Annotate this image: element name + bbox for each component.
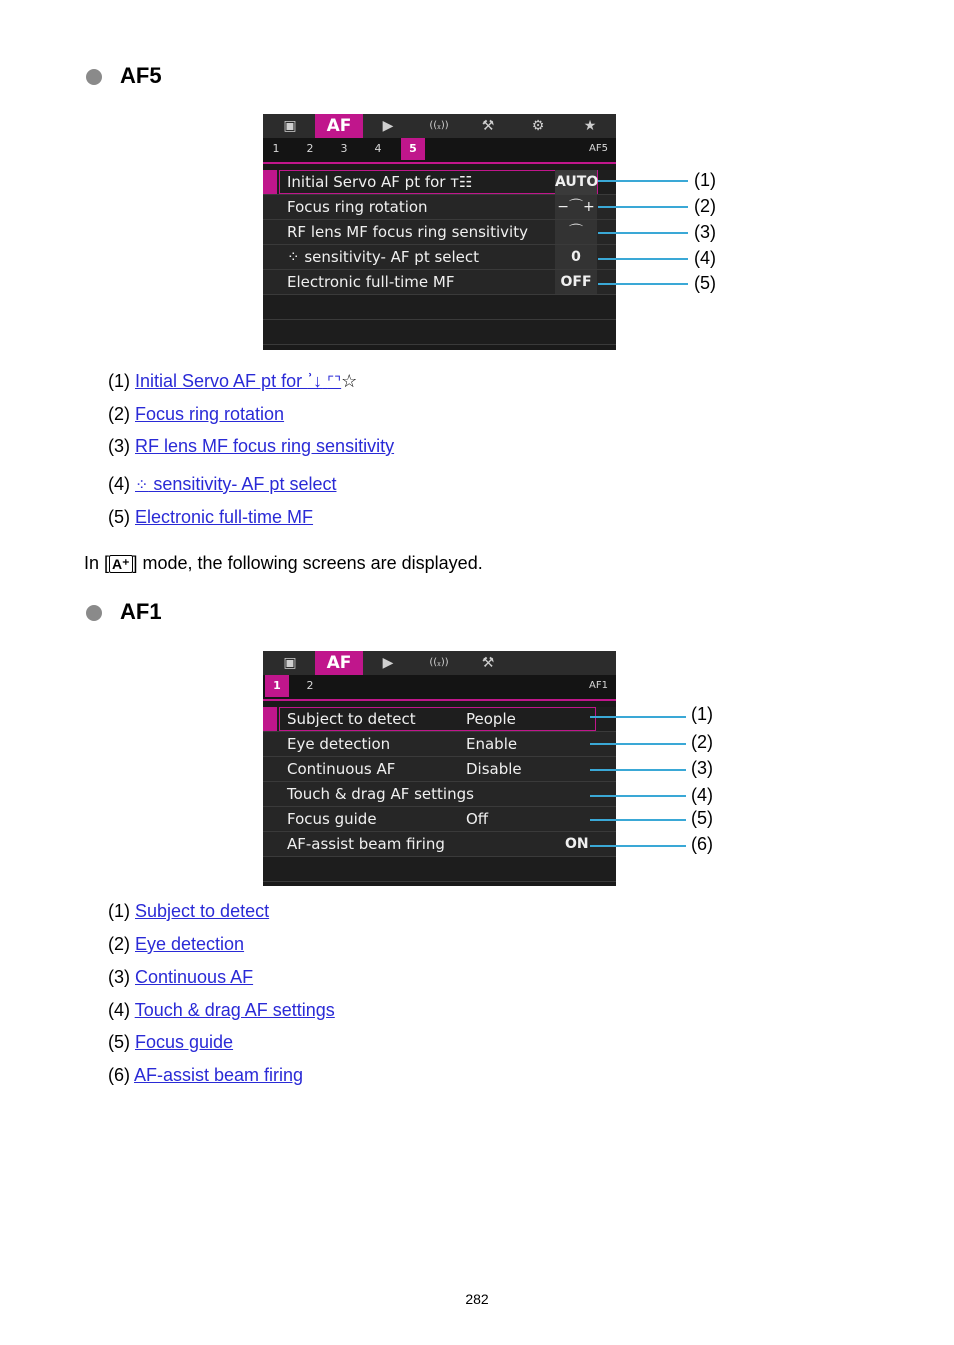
menu-row-label: Electronic full-time MF	[287, 273, 455, 291]
camera-menu-screen-af1	[263, 651, 616, 886]
link-focus-ring-rotation[interactable]: Focus ring rotation	[135, 404, 285, 424]
callout-label: (1)	[694, 170, 716, 190]
menu-row-value: Enable	[466, 735, 518, 753]
tab-setup[interactable]: ⚒	[481, 655, 495, 671]
menu-row-subject-to-detect[interactable]	[263, 707, 616, 732]
page-tab-1[interactable]: 1	[272, 142, 280, 155]
menu-tab-bar	[263, 651, 616, 675]
list-item: (3) Continuous AF	[108, 967, 254, 987]
link-touch-drag-af-settings[interactable]: Touch & drag AF settings	[134, 1000, 335, 1020]
section-bullet	[86, 69, 102, 85]
menu-row-label: ⁘ sensitivity- AF pt select	[287, 248, 480, 266]
callout-line	[590, 795, 686, 797]
list-item: (2) Eye detection	[108, 934, 245, 954]
menu-row-empty	[263, 295, 616, 320]
menu-row-value: People	[466, 710, 516, 728]
link-subject-to-detect[interactable]: Subject to detect	[135, 901, 270, 921]
link-continuous-af[interactable]: Continuous AF	[135, 967, 254, 987]
menu-row-label: Focus guide	[287, 810, 377, 828]
menu-row-focus-guide[interactable]	[263, 807, 616, 832]
list-item: (5) Electronic full-time MF	[108, 507, 314, 527]
link-af-assist-beam-firing[interactable]: AF-assist beam firing	[134, 1065, 304, 1085]
menu-row-label: Eye detection	[287, 735, 391, 753]
menu-row-value: −⌒+	[555, 195, 597, 219]
callout-label: (3)	[694, 222, 716, 242]
callout-line	[598, 258, 688, 260]
tab-playback[interactable]: ▶	[382, 655, 394, 671]
callout-label: (2)	[691, 732, 713, 752]
link-initial-servo-af-pt[interactable]: Initial Servo AF pt for ʾ↓ ⌜⌝	[135, 371, 342, 391]
callout-line	[598, 232, 688, 234]
mode-description: In [ A⁺ ] mode, the following screens are displayed.	[84, 553, 483, 573]
menu-row-touch-drag-af-settings[interactable]	[263, 782, 616, 807]
link-sensitivity-af-pt-select[interactable]: ⁘ sensitivity- AF pt select	[135, 474, 337, 494]
menu-row-af-assist-beam-firing[interactable]	[263, 832, 616, 857]
callout-label: (2)	[694, 196, 716, 216]
menu-row-sensitivity-af-pt-select[interactable]	[263, 245, 616, 270]
callout-label: (5)	[694, 273, 716, 293]
callout-label: (4)	[691, 785, 713, 805]
menu-row-label: Subject to detect	[287, 710, 416, 728]
page-number: 282	[465, 1291, 489, 1307]
menu-row-eye-detection[interactable]	[263, 732, 616, 757]
callout-label: (4)	[694, 248, 716, 268]
menu-row-rf-lens-mf-sensitivity[interactable]	[263, 220, 616, 245]
tab-af[interactable]: AF	[315, 651, 363, 675]
menu-page-bar	[263, 675, 616, 701]
callout-line	[598, 206, 688, 208]
menu-row-continuous-af[interactable]	[263, 757, 616, 782]
tab-my-menu[interactable]: ★	[583, 118, 597, 134]
page-indicator: AF1	[589, 680, 608, 691]
tab-shooting[interactable]: ▣	[283, 655, 297, 671]
list-item: (1) Subject to detect	[108, 901, 270, 921]
menu-row-focus-ring-rotation[interactable]	[263, 195, 616, 220]
callout-line	[590, 769, 686, 771]
callout-line	[598, 180, 688, 182]
menu-row-empty	[263, 857, 616, 882]
callout-label: (3)	[691, 758, 713, 778]
face-tracking-icon: ʾ↓	[307, 371, 323, 391]
list-item: (4) ⁘ sensitivity- AF pt select	[108, 474, 337, 494]
menu-page-bar	[263, 138, 616, 164]
menu-row-empty	[263, 320, 616, 345]
callout-line	[590, 743, 686, 745]
menu-row-value: AUTO	[555, 170, 597, 194]
menu-row-value: ON	[565, 836, 589, 852]
scene-intelligent-auto-icon: A⁺	[109, 555, 133, 573]
callout-label: (6)	[691, 834, 713, 854]
menu-row-value: Off	[466, 810, 489, 828]
link-focus-guide[interactable]: Focus guide	[135, 1032, 234, 1052]
page-tab-3[interactable]: 3	[340, 142, 348, 155]
callout-label: (1)	[691, 704, 713, 724]
list-item: (4) Touch & drag AF settings	[108, 1000, 335, 1020]
menu-row-value: OFF	[555, 270, 597, 294]
menu-row-label: Initial Servo AF pt for ᴛ☷	[287, 173, 473, 191]
list-item: (3) RF lens MF focus ring sensitivity	[108, 436, 395, 456]
tab-setup[interactable]: ⚒	[481, 118, 495, 134]
tab-playback[interactable]: ▶	[382, 118, 394, 134]
page-tab-2[interactable]: 2	[306, 679, 314, 692]
link-electronic-full-time-mf[interactable]: Electronic full-time MF	[135, 507, 314, 527]
menu-row-value: 0	[555, 245, 597, 269]
tab-shooting[interactable]: ▣	[283, 118, 297, 134]
list-item: (5) Focus guide	[108, 1032, 234, 1052]
tab-af[interactable]: AF	[315, 114, 363, 138]
menu-tab-bar	[263, 114, 616, 138]
menu-row-label: Touch & drag AF settings	[287, 785, 474, 803]
menu-row-value: ⌒	[555, 220, 597, 244]
menu-row-label: AF-assist beam firing	[287, 835, 445, 853]
menu-row-electronic-full-time-mf[interactable]	[263, 270, 616, 295]
callout-label: (5)	[691, 808, 713, 828]
star-icon: ☆	[341, 371, 358, 391]
menu-row-label: RF lens MF focus ring sensitivity	[287, 223, 528, 241]
menu-row-value: Disable	[466, 760, 522, 778]
camera-menu-screen-af5	[263, 114, 616, 350]
list-item: (6) AF-assist beam firing	[108, 1065, 304, 1085]
link-rf-lens-mf-sensitivity[interactable]: RF lens MF focus ring sensitivity	[135, 436, 395, 456]
callout-line	[590, 716, 686, 718]
menu-row-label: Focus ring rotation	[287, 198, 428, 216]
callout-line	[598, 283, 688, 285]
list-item: (2) Focus ring rotation	[108, 404, 285, 424]
section-bullet	[86, 605, 102, 621]
section-title-af1: AF1	[120, 599, 162, 624]
page-tab-5[interactable]: 5	[401, 138, 425, 160]
page-tab-1[interactable]: 1	[265, 675, 289, 697]
multi-controller-icon: ⁘	[135, 477, 149, 494]
callout-line	[590, 845, 686, 847]
menu-row-initial-servo-af-pt[interactable]	[263, 170, 616, 195]
list-item: (1) Initial Servo AF pt for ʾ↓ ⌜⌝☆	[108, 371, 358, 391]
page-indicator: AF5	[589, 143, 608, 154]
callout-line	[590, 819, 686, 821]
link-eye-detection[interactable]: Eye detection	[135, 934, 245, 954]
tab-custom[interactable]: ⚙	[531, 118, 545, 134]
menu-row-label: Continuous AF	[287, 760, 396, 778]
tab-wireless[interactable]: ((ᵪ))	[429, 120, 449, 131]
tab-wireless[interactable]: ((ᵪ))	[429, 657, 449, 668]
section-title-af5: AF5	[120, 63, 162, 88]
page-tab-2[interactable]: 2	[306, 142, 314, 155]
tracking-frame-icon: ⌜⌝	[327, 374, 342, 391]
page-tab-4[interactable]: 4	[374, 142, 382, 155]
